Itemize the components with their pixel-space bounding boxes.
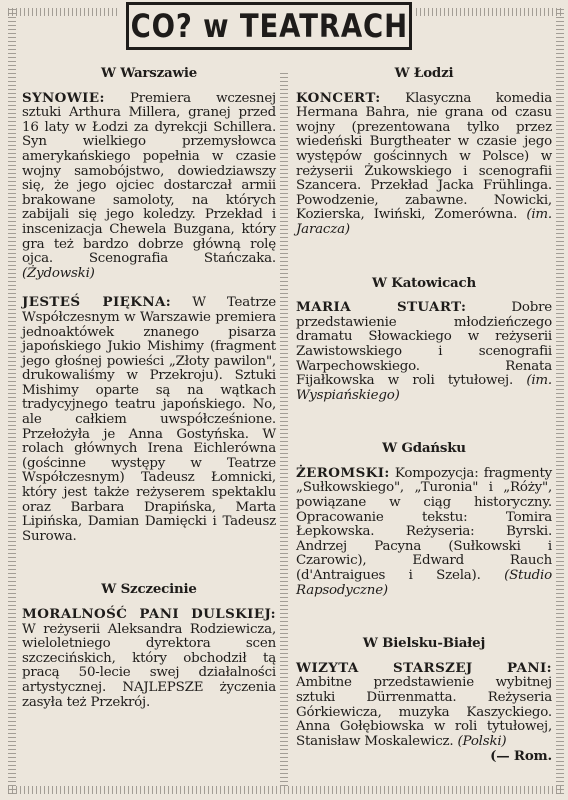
listing-text: Ambitne przedstawienie wybitnej sztuki Dürrenmatta. Reżyseria Górkiewicza, muzyka Kaszyckiego. Anna Gołębiowska w roli tytułowej, Stanisław Moskalewicz. [296, 675, 552, 749]
author-signature: (— Rom. [490, 748, 552, 765]
title-box [126, 2, 412, 50]
hatch-border-top-left [8, 8, 120, 16]
play-title: KONCERT: [296, 89, 381, 106]
hatch-border-top-right [416, 8, 564, 16]
play-title: MARIA STUART: [296, 299, 467, 316]
listing-body [22, 607, 276, 710]
column-divider [280, 70, 288, 786]
listing-body [296, 661, 552, 750]
city-heading-katowice: W Katowicach [371, 274, 477, 291]
listing-text: Premiera wczesnej sztuki Arthura Millera, granej przed 16 laty w Łodzi za dyrekcji Schillera. Syn wielkiego przemysłowca amerykańskiego popełnia w czasie wojny samobójstwo, dowiedziawszy się, że jego ojciec dostarczał armii brakowane samoloty, na których zabijali się jego koledzy. Przekład i inscenizacja Chewela Buzgana, który gra też bardzo dobrze główną rolę ojca. Scenografia Stańczaka. [22, 90, 277, 267]
venue-name: (im. Wyspiańskiego) [296, 373, 552, 403]
listing-text: W reżyserii Aleksandra Rodziewicza, wieloletniego dyrektora scen szczecińskich, który obchodził tą pracą 50-lecie swej działalności artystycznej. NAJLEPSZE życzenia zasyła też Przekrój. [22, 621, 276, 710]
page-title: CO? w TEATRACH [130, 7, 408, 45]
venue-name: (im. Jaracza) [296, 207, 552, 237]
listing-body [296, 300, 552, 403]
listing-zeromski [296, 466, 552, 598]
listing-body [22, 91, 276, 282]
city-heading-szczecin: W Szczecinie [101, 581, 197, 598]
listing-koncert [296, 91, 552, 238]
right-column [296, 66, 552, 764]
play-title: MORALNOŚĆ PANI DULSKIEJ: [22, 606, 276, 622]
venue-name: (Żydowski) [22, 265, 95, 281]
play-title: ŻEROMSKI: [296, 464, 390, 481]
city-heading-gdansk: W Gdańsku [382, 440, 466, 457]
listing-body [296, 466, 552, 598]
hatch-border-right [556, 8, 564, 794]
listing-text: Dobre przedstawienie młodzieńczego dramatu Słowackiego w reżyserii Zawistowskiego i scenografii Warpechowskiego. Renata Fijałkowska w roli tytułowej. [296, 300, 553, 389]
play-title: JESTEŚ PIĘKNA: [22, 294, 172, 311]
listing-text: Klasyczna komedia Hermana Bahra, nie grana od czasu wojny (prezentowana tylko przez wiedeński Burgtheater w czasie jego występów gościnnych w Polsce) w reżyserii Żukowskiego i scenografii Szancera. Przekład Jacka Frühlinga. Powodzenie, zabawne. Nowicki, Kozierska, Iwiński, Zomerówna. [296, 90, 552, 223]
left-column [22, 66, 276, 724]
listing-moralnosc-pani-dulskiej [22, 607, 276, 710]
city-heading-bielsko-biala: W Bielsku-Białej [362, 635, 486, 652]
play-title: WIZYTA STARSZEJ PANI: [296, 659, 552, 676]
hatch-border-left [8, 8, 16, 794]
venue-name: (Studio Rapsodyczne) [296, 568, 552, 598]
city-heading-warszawa: W Warszawie [100, 65, 198, 81]
listing-wizyta-starszej-pani [296, 661, 552, 764]
city-heading-lodz: W Łodzi [394, 65, 454, 81]
listing-jestes-piekna [22, 295, 276, 544]
listing-body [296, 91, 552, 238]
play-title: SYNOWIE: [22, 89, 105, 106]
hatch-border-bottom [8, 786, 564, 794]
listing-synowie [22, 91, 276, 282]
venue-name: (Polski) [457, 733, 507, 749]
listing-text: W Teatrze Współczesnym w Warszawie premiera jednoaktówek znanego pisarza japońskiego Jukio Mishimy (fragment jego głośnej powieści „Złoty pawilon", drukowaliśmy w Przekroju). Sztuki Mishimy oparte są na wątkach tradycyjnego teatru japońskiego. No, ale całkiem uwspółcześnione. Przełożyła je Anna Gostyńska. W rolach głównych Irena Eichlerówna (gościnne występy w Teatrze Współczesnym) Tadeusz Łomnicki, który jest także reżyserem spektaklu oraz Barbara Drapińska, Marta Lipińska, Damian Damięcki i Tadeusz Surowa. [22, 295, 276, 544]
listing-maria-stuart [296, 300, 552, 403]
listing-text: Kompozycja: fragmenty „Sułkowskiego", „Turonia" i „Róży", powiązane w ciąg historyczny. Opracowanie tekstu: Tomira Łepkowska. Reżyseria: Byrski. Andrzej Pacyna (Sułkowski i Czarowic), Edward Rauch (d'Antraigues i Szela). [296, 465, 552, 584]
listing-body [22, 295, 276, 544]
